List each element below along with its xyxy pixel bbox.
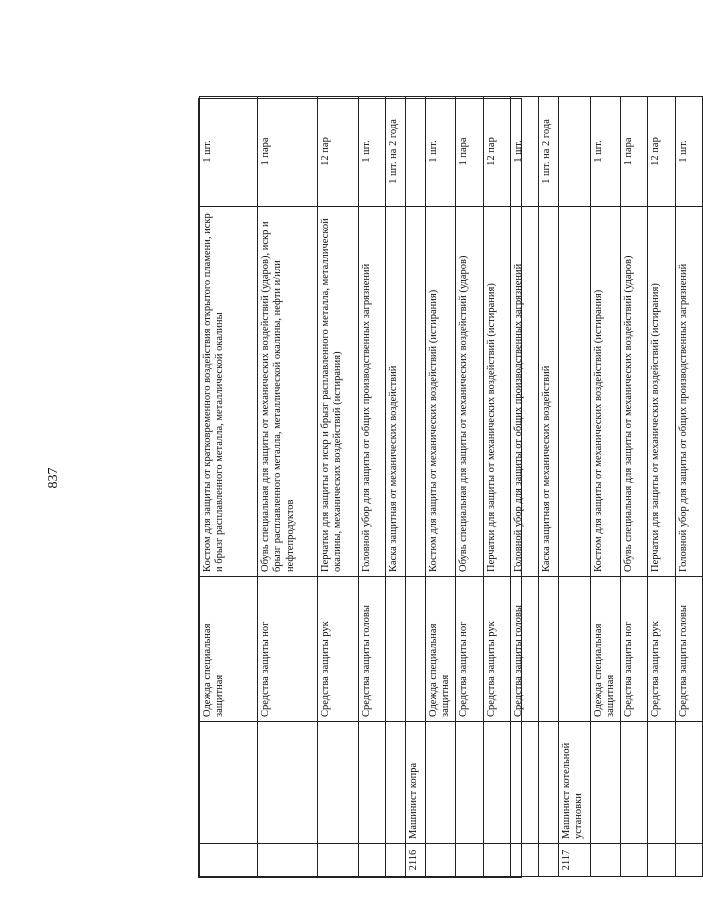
ppe-description-cell: Перчатки для защиты от механических воздействий (истирания) (483, 207, 510, 577)
profession-cell (620, 722, 647, 844)
row-number-cell (258, 844, 318, 877)
issue-quantity-cell: 12 пар (483, 97, 510, 207)
ppe-type-cell (558, 577, 590, 722)
table-row (483, 97, 510, 877)
ppe-type-cell (538, 577, 558, 722)
ppe-type-cell: Средства защиты рук (647, 577, 675, 722)
page-number: 837 (46, 467, 61, 489)
table-row (590, 97, 620, 877)
row-number-cell (620, 844, 647, 877)
issue-quantity-cell (406, 97, 426, 207)
ppe-type-cell: Средства защиты ног (455, 577, 483, 722)
profession-cell (675, 722, 702, 844)
row-number-cell (647, 844, 675, 877)
profession-cell: Машинист котельной установки (558, 722, 590, 844)
ppe-type-cell: Средства защиты рук (483, 577, 510, 722)
profession-cell (590, 722, 620, 844)
ppe-description-cell: Костюм для защиты от механических воздействий (истирания) (426, 207, 456, 577)
row-number-cell (426, 844, 456, 877)
row-number-cell (318, 844, 359, 877)
ppe-description-cell: Обувь специальная для защиты от механических воздействий (ударов) (620, 207, 647, 577)
ppe-type-cell: Средства защиты рук (318, 577, 359, 722)
issue-quantity-cell: 1 шт. (510, 97, 538, 207)
table-row (318, 97, 359, 877)
ppe-description-cell: Каска защитная от механических воздействий (538, 207, 558, 577)
row-number-cell (590, 844, 620, 877)
issue-quantity-cell: 12 пар (318, 97, 359, 207)
ppe-type-cell: Средства защиты ног (620, 577, 647, 722)
row-number-cell: 2117 (558, 844, 590, 877)
ppe-description-cell: Обувь специальная для защиты от механических воздействий (ударов) (455, 207, 483, 577)
ppe-type-cell: Средства защиты головы (510, 577, 538, 722)
ppe-type-cell: Средства защиты ног (258, 577, 318, 722)
ppe-type-cell (406, 577, 426, 722)
ppe-type-cell: Одежда специальная защитная (200, 577, 258, 722)
issue-quantity-cell: 1 пара (620, 97, 647, 207)
table (199, 96, 703, 877)
row-number-cell (200, 844, 258, 877)
ppe-description-cell: Костюм для защиты от кратковременного воздействия открытого пламени, искр и брызг расплавленного металла, металлической окалины (200, 207, 258, 577)
profession-cell (483, 722, 510, 844)
issue-quantity-cell: 1 шт. (200, 97, 258, 207)
table-row (558, 97, 590, 877)
table-row (675, 97, 702, 877)
issue-quantity-cell: 1 пара (455, 97, 483, 207)
ppe-type-cell (386, 577, 406, 722)
issue-quantity-cell (558, 97, 590, 207)
table-row (386, 97, 406, 877)
table-row (538, 97, 558, 877)
row-number-cell (455, 844, 483, 877)
ppe-type-cell: Средства защиты головы (675, 577, 702, 722)
table-row (406, 97, 426, 877)
issue-quantity-cell: 1 шт. (426, 97, 456, 207)
profession-cell (359, 722, 386, 844)
row-number-cell: 2116 (406, 844, 426, 877)
table-row (258, 97, 318, 877)
ppe-type-cell: Одежда специальная защитная (426, 577, 456, 722)
row-number-cell (386, 844, 406, 877)
table-row (455, 97, 483, 877)
profession-cell: Машинист копра (406, 722, 426, 844)
profession-cell (647, 722, 675, 844)
row-number-cell (510, 844, 538, 877)
profession-cell (455, 722, 483, 844)
issue-quantity-cell: 1 шт. на 2 года (538, 97, 558, 207)
ppe-norms-table (198, 98, 689, 878)
profession-cell (538, 722, 558, 844)
table-body (200, 97, 703, 877)
ppe-description-cell (558, 207, 590, 577)
ppe-description-cell: Перчатки для защиты от механических воздействий (истирания) (647, 207, 675, 577)
ppe-description-cell: Головной убор для защиты от общих производственных загрязнений (359, 207, 386, 577)
row-number-cell (675, 844, 702, 877)
issue-quantity-cell: 1 пара (258, 97, 318, 207)
profession-cell (258, 722, 318, 844)
row-number-cell (359, 844, 386, 877)
ppe-description-cell: Обувь специальная для защиты от механических воздействий (ударов), искр и брызг расплавленного металла, металлической окалины, нефти и/или нефтепродуктов (258, 207, 318, 577)
issue-quantity-cell: 1 шт. на 2 года (386, 97, 406, 207)
ppe-description-cell: Перчатки для защиты от искр и брызг расплавленного металла, металлической окалины, механических воздействий (истирания) (318, 207, 359, 577)
ppe-description-cell: Каска защитная от механических воздействий (386, 207, 406, 577)
ppe-description-cell (406, 207, 426, 577)
profession-cell (426, 722, 456, 844)
ppe-type-cell: Одежда специальная защитная (590, 577, 620, 722)
row-number-cell (538, 844, 558, 877)
profession-cell (318, 722, 359, 844)
issue-quantity-cell: 1 шт. (675, 97, 702, 207)
ppe-type-cell: Средства защиты головы (359, 577, 386, 722)
profession-cell (510, 722, 538, 844)
row-number-cell (483, 844, 510, 877)
table-row (359, 97, 386, 877)
issue-quantity-cell: 12 пар (647, 97, 675, 207)
issue-quantity-cell: 1 шт. (359, 97, 386, 207)
table-row (647, 97, 675, 877)
issue-quantity-cell: 1 шт. (590, 97, 620, 207)
profession-cell (200, 722, 258, 844)
profession-cell (386, 722, 406, 844)
ppe-description-cell: Костюм для защиты от механических воздействий (истирания) (590, 207, 620, 577)
ppe-description-cell: Головной убор для защиты от общих производственных загрязнений (510, 207, 538, 577)
ppe-description-cell: Головной убор для защиты от общих производственных загрязнений (675, 207, 702, 577)
table-row (620, 97, 647, 877)
table-row (426, 97, 456, 877)
table-row (200, 97, 258, 877)
table-row (510, 97, 538, 877)
